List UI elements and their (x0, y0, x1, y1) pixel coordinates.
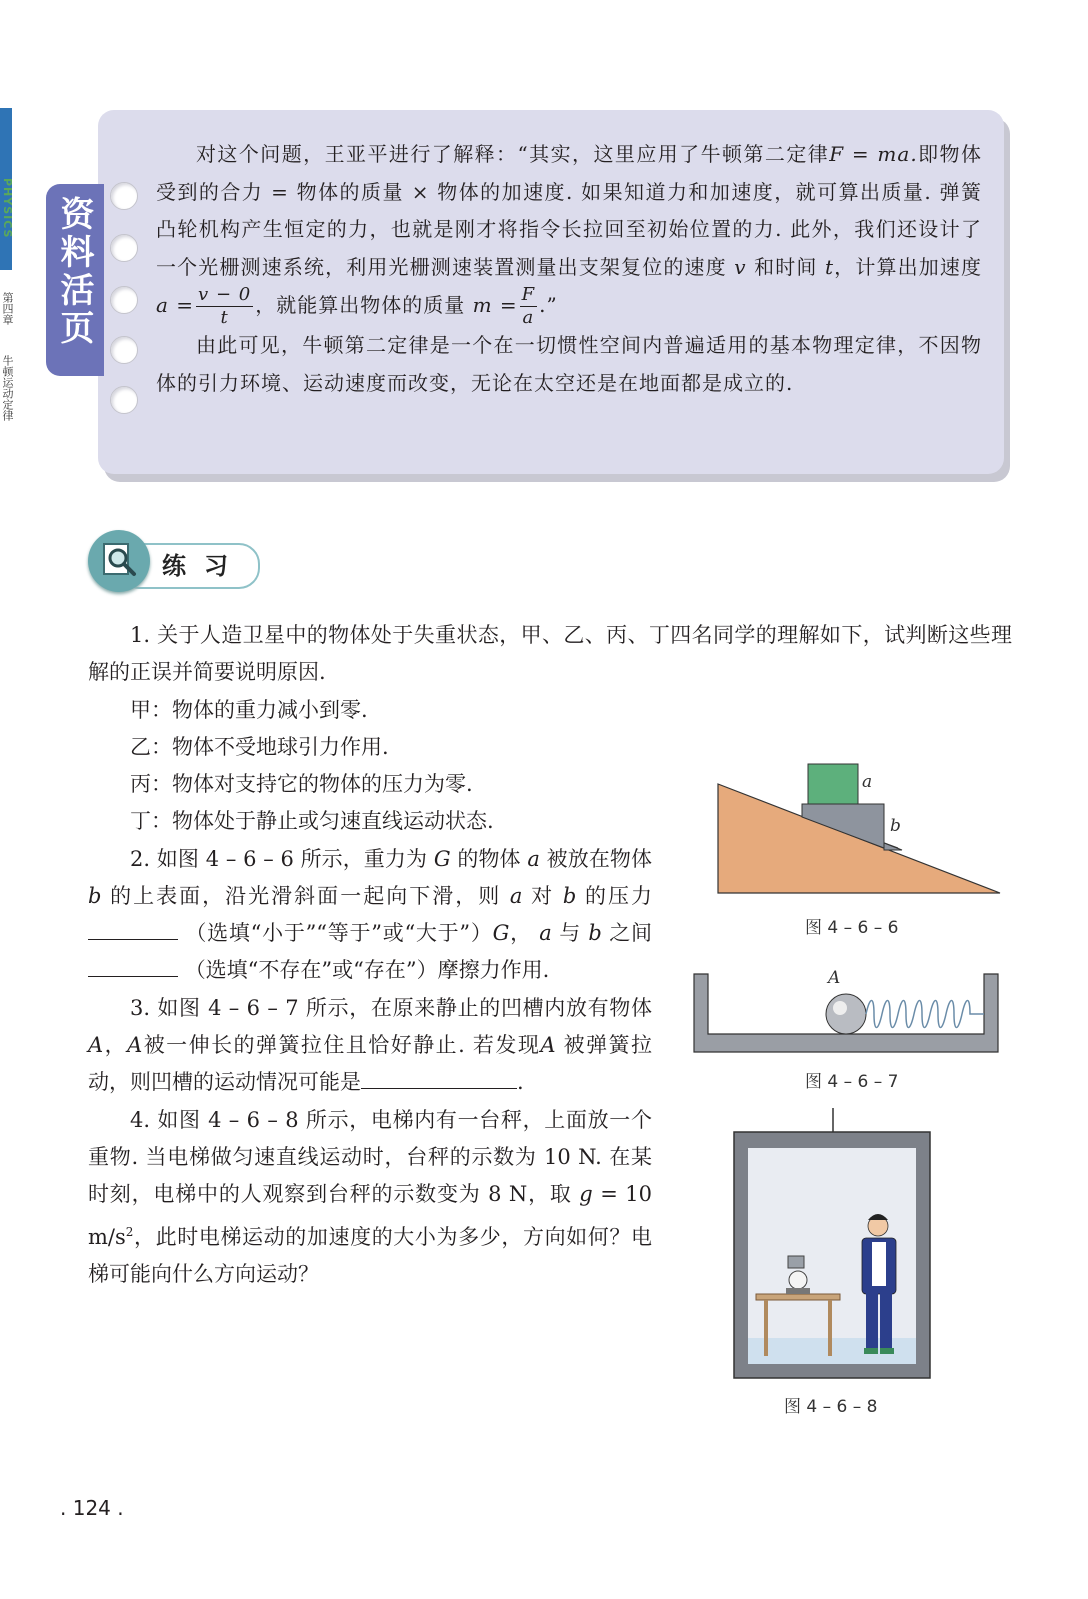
questions-column (88, 766, 652, 1293)
variable: A (540, 1033, 556, 1058)
binder-ring (110, 286, 138, 314)
question-4 (88, 1102, 652, 1293)
text-run: 的上表面，沿光滑斜面一起向下滑，则 (110, 883, 502, 908)
side-chapter-title: 牛顿运动定律 (1, 355, 14, 421)
info-tab-label: 资料活页 (54, 196, 94, 348)
magnifier-icon (100, 542, 140, 582)
variable: G (492, 921, 510, 946)
formula: F = ma. (829, 142, 918, 166)
answer-blank[interactable] (361, 1068, 517, 1089)
page-number: . 124 . (60, 1496, 124, 1520)
text-run: 2. 如图 4 – 6 – 6 所示，重力为 (130, 846, 428, 871)
question-1: 1. 关于人造卫星中的物体处于失重状态，甲、乙、丙、丁四名同学的理解如下，试判断这些理解的正误并简要说明原因. (88, 623, 1012, 685)
text-run: ，就能算出物体的质量 (255, 293, 466, 317)
variable: A (88, 1033, 104, 1058)
question-1-option-c: 丙：物体对支持它的物体的压力为零. (130, 772, 473, 796)
text-run: . (517, 1070, 524, 1095)
variable: b (562, 883, 577, 908)
text-run: 对 (531, 883, 555, 908)
spring (866, 1001, 984, 1028)
label-A: A (828, 968, 841, 988)
text-run: .” (539, 293, 558, 317)
question-1-option-b: 乙：物体不受地球引力作用. (130, 734, 389, 759)
binder-ring (110, 386, 138, 414)
side-brand-label: PHYSICS (1, 178, 14, 239)
text-run: 的压力 (584, 883, 652, 908)
weight (788, 1256, 804, 1268)
table-leg (764, 1300, 768, 1356)
person-leg (880, 1292, 892, 1348)
binder-ring (110, 234, 138, 262)
variable: a (539, 921, 552, 946)
text-run: （选填“小于”“等于”或“大于”） (185, 921, 493, 946)
text-run: 和时间 (754, 254, 818, 279)
fraction-mass (520, 286, 538, 327)
figure-incline-fix (712, 760, 1008, 900)
text-run: ，此时电梯运动的加速度的大小为多少，方向如何？电梯可能向什么方向运动？ (88, 1224, 652, 1286)
figure-elevator (730, 1108, 936, 1380)
text-run: 即物体受到的合力 = 物体的质量 × 物体的加速度. 如果知道力和加速度，就可算出质量. 弹簧凸轮机构产生恒定的力，也就是刚才将指令长拉回至初始位置的力. 此外，我们还设计了一个光栅测速系统，利用光栅测速装置测量出支架复位的速度 (156, 142, 982, 279)
table-top (756, 1294, 840, 1300)
binder-ring (110, 182, 138, 210)
label-b: b (890, 816, 901, 836)
text-run: 4. 如图 4 – 6 – 8 所示，电梯内有一台秤，上面放一个重物. 当电梯做匀速直线运动时，台秤的示数为 10 N. 在某时刻，电梯中的人观察到台秤的示数变为 8 N，取 (88, 1107, 652, 1207)
text-run: 对这个问题，王亚平进行了解释：“其实，这里应用了牛顿第二定律 (196, 142, 830, 166)
person-shoe (864, 1348, 878, 1354)
block-b-body (802, 804, 884, 848)
answer-blank[interactable] (88, 919, 178, 940)
superscript: 2 (125, 1224, 134, 1239)
text-run: ，计算出加速度 (834, 254, 983, 279)
label-a: a (862, 772, 873, 792)
variable: b (88, 883, 102, 908)
text-run: 与 (559, 921, 581, 946)
variable: b (588, 921, 602, 946)
answer-blank[interactable] (88, 956, 178, 977)
ball-a (826, 994, 866, 1034)
formula: m = (472, 293, 518, 317)
variable: v (734, 254, 747, 279)
figure-caption-468: 图 4 – 6 – 8 (784, 1397, 878, 1417)
person-shirt (872, 1242, 886, 1286)
text-run: 之间 (609, 921, 653, 946)
fraction-denominator: t (220, 307, 229, 328)
text-run: 3. 如图 4 – 6 – 7 所示，在原来静止的凹槽内放有物体 (130, 995, 652, 1020)
fraction-numerator: F (521, 284, 536, 305)
text-run: ， (509, 921, 532, 946)
fraction-acceleration (196, 286, 253, 327)
exercise-title: 练习 (162, 552, 246, 580)
formula: a = (156, 293, 195, 317)
fraction-denominator: a (522, 307, 535, 328)
figure-caption-466: 图 4 – 6 – 6 (805, 918, 899, 938)
question-1-option-a: 甲：物体的重力减小到零. (130, 697, 368, 722)
info-paragraph-2: 由此可见，牛顿第二定律是一个在一切惯性空间内普遍适用的基本物理定律，不因物体的引力环境、运动速度而改变，无论在太空还是在地面都是成立的. (156, 333, 982, 395)
question-3 (88, 990, 652, 1102)
block-a-body (808, 764, 858, 804)
fraction-numerator: v − 0 (198, 284, 252, 305)
side-chapter-label: 第四章 (1, 292, 14, 325)
variable: t (825, 254, 835, 279)
variable: A (127, 1033, 143, 1058)
variable: G (433, 846, 451, 871)
variable: a (527, 846, 540, 871)
person-leg (866, 1292, 878, 1348)
person-shoe (880, 1348, 894, 1354)
text-run: 被弹簧拉动，则凹槽的运动情况可能是 (88, 1033, 652, 1095)
figure-groove (692, 970, 1002, 1056)
info-text (156, 136, 982, 402)
text-run: （选填“不存在”或“存在”）摩擦力作用. (184, 958, 550, 983)
text-run: ， (103, 1033, 128, 1058)
variable: a (509, 883, 523, 908)
text-run: = 10 m/s (88, 1182, 652, 1249)
scale-dial (789, 1271, 807, 1289)
info-paragraph-1 (156, 136, 982, 327)
variable: g (579, 1182, 593, 1207)
text-run: 的物体 (457, 846, 521, 871)
figure-caption-467: 图 4 – 6 – 7 (805, 1072, 899, 1092)
question-1-block (88, 617, 1012, 766)
text-run: 被一伸长的弹簧拉住且恰好静止. 若发现 (142, 1033, 541, 1058)
question-1-option-d: 丁：物体处于静止或匀速直线运动状态. (130, 809, 494, 834)
ball-highlight (833, 1001, 847, 1015)
table-leg (828, 1300, 832, 1356)
scale-base (786, 1288, 810, 1294)
binder-ring (110, 336, 138, 364)
text-run: 被放在物体 (546, 846, 652, 871)
question-2 (88, 841, 652, 990)
